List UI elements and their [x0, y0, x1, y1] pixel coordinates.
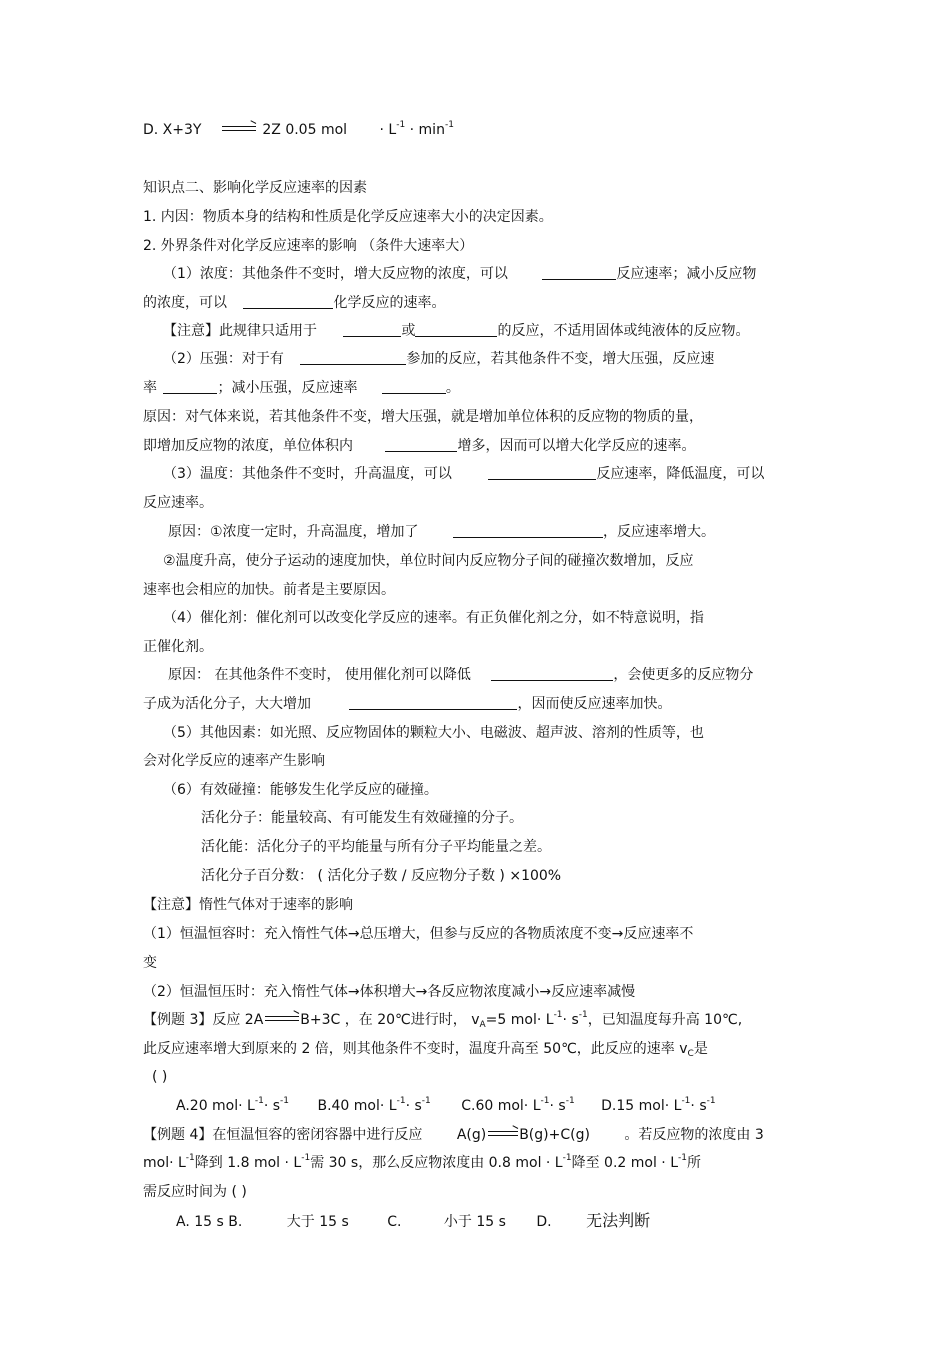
exponent: -1 — [444, 120, 454, 130]
text-segment: ，已知温度每升高 10℃, — [587, 1012, 743, 1028]
text-line: 活化分子：能量较高、有可能发生有效碰撞的分子。 — [201, 810, 523, 826]
option-d-label: D. — [536, 1214, 552, 1230]
fill-blank — [415, 322, 497, 337]
text-line: 2. 外界条件对化学反应速率的影响 （条件大速率大） — [143, 238, 474, 254]
fill-blank — [491, 666, 613, 681]
text-segment: 参加的反应，若其他条件不变，增大压强，反应速 — [406, 351, 715, 367]
text-segment: 此反应速率增大到原来的 2 倍，则其他条件不变时，温度升高至 50℃，此反应的速率 v — [143, 1041, 688, 1057]
text-segment: 的浓度，可以 — [143, 295, 227, 311]
text-line — [143, 694, 671, 714]
fill-blank — [243, 294, 333, 309]
text-line: ②温度升高，使分子运动的速度加快，单位时间内反应物分子间的碰撞次数增加，反应 — [163, 553, 694, 569]
unit-text: · L — [379, 122, 397, 138]
fill-blank — [382, 379, 446, 394]
text-line: 变 — [143, 955, 157, 971]
text-segment: （2）压强：对于有 — [163, 351, 284, 367]
exponent: -1 — [540, 1096, 550, 1106]
option-b: B.40 mol· L — [317, 1098, 397, 1114]
text-segment: 所 — [687, 1155, 701, 1171]
exponent: -1 — [421, 1096, 431, 1106]
text-line — [163, 349, 714, 369]
text-line — [143, 293, 445, 313]
text-segment: 【例题 3】反应 2A — [143, 1012, 264, 1028]
text-segment: 原因：①浓度一定时，升高温度，增加了 — [168, 524, 419, 540]
text-line — [143, 436, 695, 456]
text-segment: B(g)+C(g) — [519, 1127, 590, 1143]
exponent: -1 — [681, 1096, 691, 1106]
text-segment: 率 — [143, 380, 157, 396]
option-d-text: 2Z 0.05 mol — [262, 122, 348, 138]
unit-text: · min — [409, 122, 445, 138]
exponent: -1 — [301, 1153, 311, 1163]
subscript: A — [479, 1020, 486, 1030]
example-4-line — [143, 1153, 701, 1173]
text-line: 会对化学反应的速率产生影响 — [143, 753, 325, 769]
text-segment: （1）浓度：其他条件不变时，增大反应物的浓度，可以 — [163, 266, 508, 282]
exponent: -1 — [396, 120, 406, 130]
text-segment: · s — [562, 1012, 579, 1028]
example-3-line — [143, 1039, 708, 1059]
exponent: -1 — [185, 1153, 195, 1163]
text-line: 速率也会相应的加快。前者是主要原因。 — [143, 582, 395, 598]
text-segment: =5 mol· L — [485, 1012, 554, 1028]
text-segment: mol· L — [143, 1155, 186, 1171]
exponent: -1 — [396, 1096, 406, 1106]
options-line — [176, 1096, 716, 1116]
text-segment: · s — [690, 1098, 707, 1114]
text-segment: 是 — [693, 1041, 708, 1057]
equilibrium-arrow-icon — [222, 123, 256, 135]
text-line: （6）有效碰撞：能够发生化学反应的碰撞。 — [163, 782, 438, 798]
text-line: 活化分子百分数： ( 活化分子数 / 反应物分子数 ) ×100% — [201, 868, 562, 884]
option-d-line — [143, 120, 454, 140]
exponent: -1 — [280, 1096, 290, 1106]
text-segment: ，因而使反应速率加快。 — [517, 696, 672, 712]
exponent: -1 — [578, 1010, 588, 1020]
text-line: （5）其他因素：如光照、反应物固体的颗粒大小、电磁波、超声波、溶剂的性质等，也 — [163, 725, 704, 741]
option-d-text: 无法判断 — [586, 1211, 651, 1230]
text-segment: B+3C ，在 20℃进行时， v — [300, 1012, 480, 1028]
text-segment: 降至 0.2 mol · L — [571, 1155, 679, 1171]
text-segment: 反应速率，降低温度，可以 — [596, 466, 765, 482]
text-segment: （3）温度：其他条件不变时，升高温度，可以 — [163, 466, 452, 482]
fill-blank — [163, 379, 217, 394]
exponent: -1 — [706, 1096, 716, 1106]
option-a: A.20 mol· L — [176, 1098, 255, 1114]
text-line: 原因：对气体来说，若其他条件不变，增大压强，就是增加单位体积的反应物的物质的量， — [143, 409, 703, 425]
text-segment: 【注意】此规律只适用于 — [163, 323, 317, 339]
exponent: -1 — [254, 1096, 264, 1106]
text-segment: ，反应速率增大。 — [603, 524, 716, 540]
option-a-b: A. 15 s B. — [176, 1214, 243, 1230]
fill-blank — [453, 523, 603, 538]
text-segment: ；减小压强，反应速率 — [217, 380, 358, 396]
text-segment: 降到 1.8 mol · L — [194, 1155, 302, 1171]
text-segment: · s — [263, 1098, 281, 1114]
answer-paren: ( ) — [152, 1069, 168, 1085]
text-segment: 子成为活化分子，大大增加 — [143, 696, 311, 712]
fill-blank — [488, 465, 596, 480]
text-segment: 。 — [445, 380, 460, 396]
text-segment: 或 — [401, 323, 416, 339]
exponent: -1 — [678, 1153, 687, 1163]
text-segment: A(g) — [456, 1127, 487, 1143]
option-c-label: C. — [387, 1214, 402, 1230]
text-line: （2）恒温恒压时：充入惰性气体→体积增大→各反应物浓度减小→反应速率减慢 — [143, 984, 636, 1000]
text-segment: ，会使更多的反应物分 — [613, 667, 754, 683]
options-line — [176, 1211, 650, 1232]
text-segment: 【例题 4】在恒温恒容的密闭容器中进行反应 — [143, 1127, 423, 1143]
text-line — [168, 522, 715, 542]
text-segment: · s — [405, 1098, 422, 1114]
fill-blank — [385, 437, 457, 452]
text-segment: 需 30 s，那么反应物浓度由 0.8 mol · L — [310, 1155, 563, 1171]
option-c: C.60 mol· L — [461, 1098, 541, 1114]
exponent: -1 — [565, 1096, 575, 1106]
equilibrium-arrow-icon — [488, 1128, 518, 1140]
text-line: 活化能：活化分子的平均能量与所有分子平均能量之差。 — [201, 839, 551, 855]
note-line — [163, 321, 749, 341]
section-title: 知识点二、影响化学反应速率的因素 — [143, 180, 367, 196]
fill-blank — [300, 350, 406, 365]
text-line — [143, 378, 460, 398]
subscript: C — [687, 1049, 694, 1059]
text-line — [163, 464, 764, 484]
text-line — [168, 665, 753, 685]
example-3-line — [143, 1010, 742, 1030]
fill-blank — [343, 322, 401, 337]
option-d-label: D. X+3Y — [143, 122, 202, 138]
option-d: D.15 mol· L — [601, 1098, 682, 1114]
text-line: （4）催化剂：催化剂可以改变化学反应的速率。有正负催化剂之分，如不特意说明，指 — [163, 610, 704, 626]
fill-blank — [349, 695, 517, 710]
text-line: 1. 内因：物质本身的结构和性质是化学反应速率大小的决定因素。 — [143, 209, 553, 225]
text-segment: 的反应，不适用固体或纯液体的反应物。 — [497, 323, 750, 339]
fill-blank — [542, 265, 616, 280]
option-c-text: 小于 15 s — [443, 1214, 506, 1230]
text-segment: 化学反应的速率。 — [333, 295, 446, 311]
text-line: 反应速率。 — [143, 495, 213, 511]
text-line: （1）恒温恒容时：充入惰性气体→总压增大，但参与反应的各物质浓度不变→反应速率不 — [143, 926, 694, 942]
exponent: -1 — [562, 1153, 572, 1163]
text-line: 需反应时间为 ( ) — [143, 1184, 247, 1200]
equilibrium-arrow-icon — [265, 1013, 299, 1025]
text-line — [163, 264, 756, 284]
text-segment: · s — [549, 1098, 566, 1114]
option-b-text: 大于 15 s — [286, 1214, 349, 1230]
example-4-line — [143, 1125, 764, 1145]
text-segment: 。若反应物的浓度由 3 — [624, 1127, 764, 1143]
text-segment: 增多，因而可以增大化学反应的速率。 — [457, 438, 696, 454]
text-segment: 即增加反应物的浓度，单位体积内 — [143, 438, 353, 454]
text-segment: 反应速率；减小反应物 — [616, 266, 757, 282]
exponent: -1 — [553, 1010, 563, 1020]
note-line: 【注意】惰性气体对于速率的影响 — [143, 897, 353, 913]
text-line: 正催化剂。 — [143, 639, 213, 655]
text-segment: 原因： 在其他条件不变时， 使用催化剂可以降低 — [168, 667, 471, 683]
